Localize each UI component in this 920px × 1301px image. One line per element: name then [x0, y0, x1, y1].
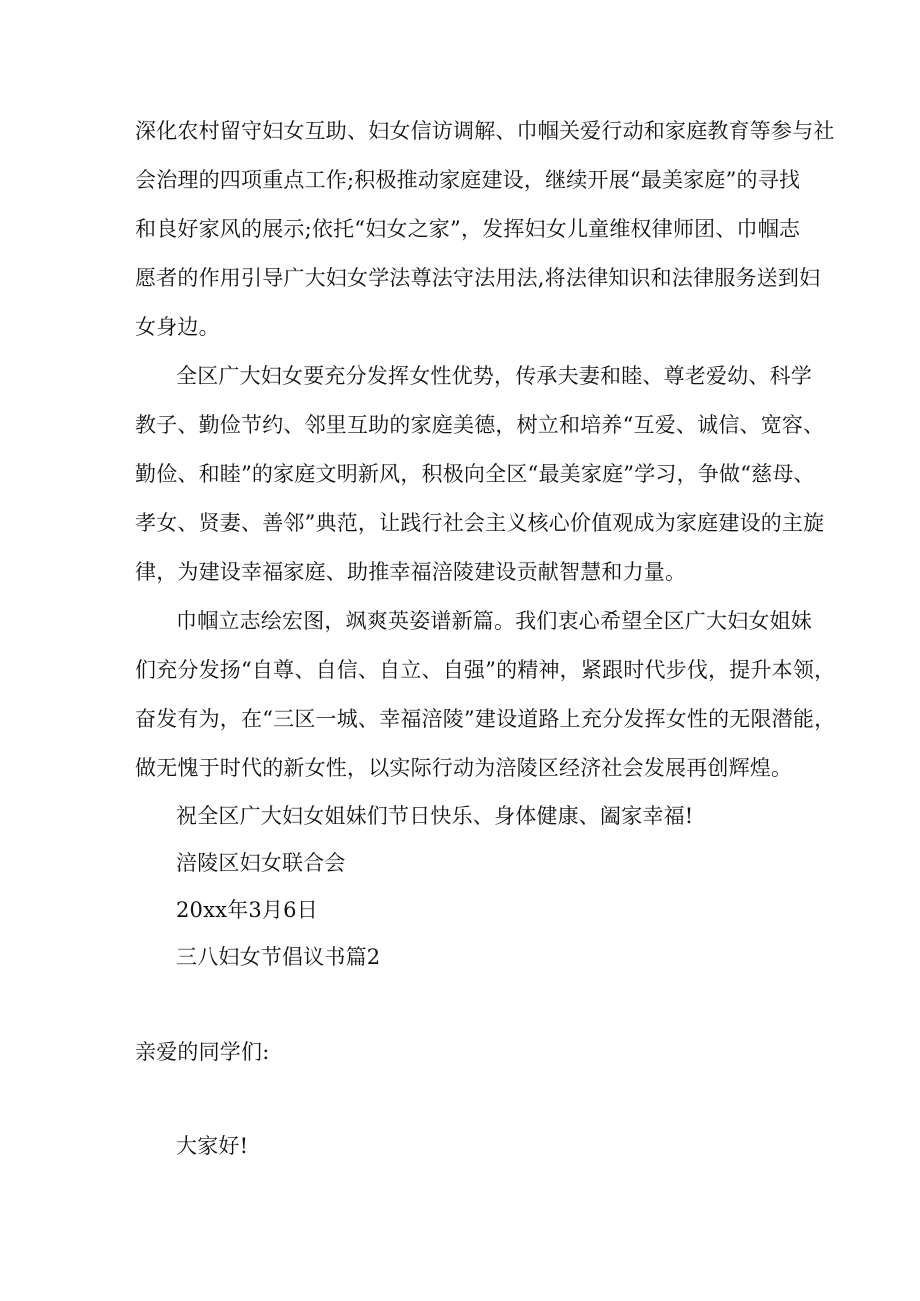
paragraph-1-line-5: 女身边。	[135, 315, 220, 339]
date: 20xx年3月6日	[176, 898, 318, 922]
paragraph-3-line-3: 奋发有为，在“三区一城、幸福涪陵”建设道路上充分发挥女性的无限潜能，	[135, 707, 836, 731]
paragraph-2-line-3: 勤俭、和睦”的家庭文明新风，积极向全区“最美家庭”学习，争做“慈母、	[135, 462, 815, 486]
signature: 涪陵区妇女联合会	[176, 851, 346, 875]
paragraph-2-line-2: 教子、勤俭节约、邻里互助的家庭美德，树立和培养“互爱、诚信、宽容、	[135, 413, 825, 437]
closing-wish: 祝全区广大妇女姐妹们节日快乐、身体健康、阖家幸福!	[176, 804, 694, 828]
paragraph-3-line-2: 们充分发扬“自尊、自信、自立、自强”的精神，紧跟时代步伐，提升本领，	[135, 658, 836, 682]
paragraph-2-line-4: 孝女、贤妻、善邻”典范，让践行社会主义核心价值观成为家庭建设的主旋	[135, 511, 825, 535]
greeting: 大家好!	[176, 1134, 249, 1158]
paragraph-3-line-4: 做无愧于时代的新女性，以实际行动为涪陵区经济社会发展再创辉煌。	[135, 756, 793, 780]
paragraph-3-line-1: 巾帼立志绘宏图，飒爽英姿谱新篇。我们衷心希望全区广大妇女姐妹	[176, 609, 812, 633]
paragraph-2-line-5: 律，为建设幸福家庭、助推幸福涪陵建设贡献智慧和力量。	[135, 560, 687, 584]
section-title: 三八妇女节倡议书篇2	[176, 945, 381, 969]
salutation: 亲爱的同学们:	[135, 1040, 270, 1064]
paragraph-2-line-1: 全区广大妇女要充分发挥女性优势，传承夫妻和睦、尊老爱幼、科学	[176, 364, 812, 388]
paragraph-1-line-2: 会治理的四项重点工作;积极推动家庭建设，继续开展“最美家庭”的寻找	[135, 168, 801, 192]
paragraph-1-line-1: 深化农村留守妇女互助、妇女信访调解、巾帼关爱行动和家庭教育等参与社	[135, 119, 835, 143]
paragraph-1-line-3: 和良好家风的展示;依托“妇女之家”，发挥妇女儿童维权律师团、巾帼志	[135, 217, 801, 241]
paragraph-1-line-4: 愿者的作用引导广大妇女学法尊法守法用法,将法律知识和法律服务送到妇	[135, 266, 821, 290]
